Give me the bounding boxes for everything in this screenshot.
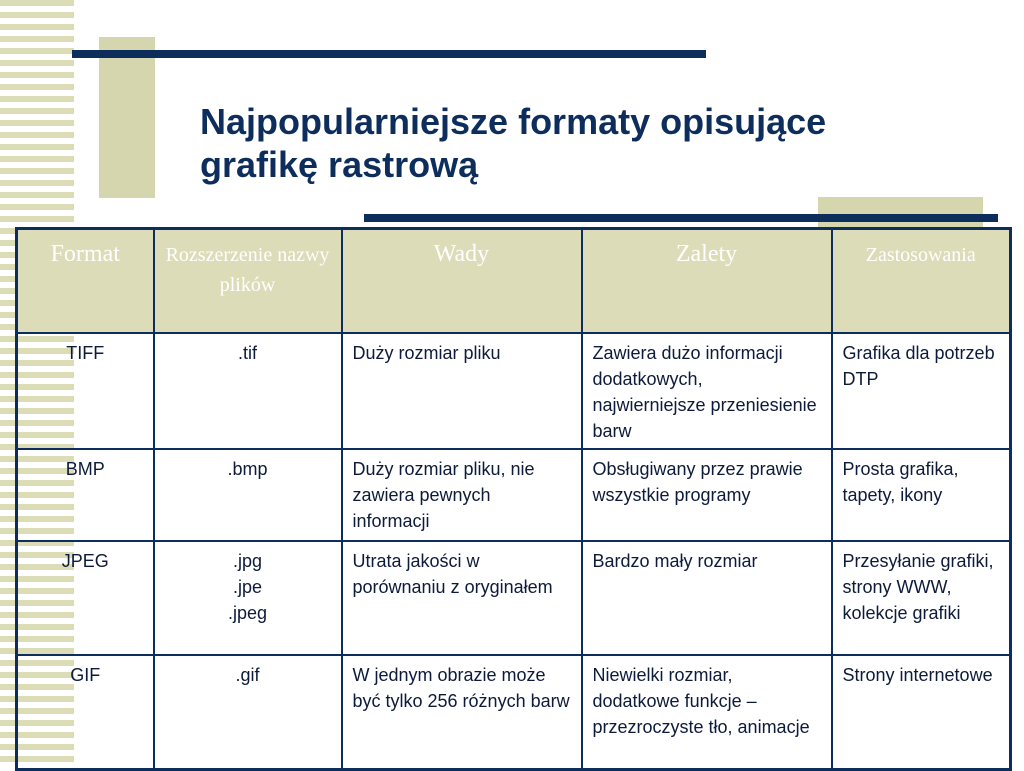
cell-extension [154, 333, 342, 449]
cell-advantages: Zawiera dużo informacji dodatkowych, najwierniejsze przeniesienie barw [582, 333, 832, 449]
table-row [17, 333, 1011, 449]
cell-format: TIFF [17, 333, 154, 449]
cell-disadvantages: Utrata jakości w porównaniu z oryginałem [342, 541, 582, 655]
header-format: Format [17, 229, 154, 333]
header-applications: Zastosowania [832, 229, 1011, 333]
extension-value: .tif [237, 342, 257, 363]
cell-advantages: Obsługiwany przez prawie wszystkie programy [582, 449, 832, 541]
header-disadvantages: Wady [342, 229, 582, 333]
extension-value: .bmp [227, 458, 268, 479]
cell-format: BMP [17, 449, 154, 541]
cell-format: JPEG [17, 541, 154, 655]
cell-format: GIF [17, 655, 154, 770]
extension-value: .jpg [232, 550, 263, 571]
extension-value: .gif [235, 664, 260, 685]
navy-rule-top [72, 50, 706, 58]
table-row [17, 541, 1011, 655]
cell-extension [154, 449, 342, 541]
cell-disadvantages: Duży rozmiar pliku, nie zawiera pewnych informacji [342, 449, 582, 541]
table-header-row [17, 229, 1011, 333]
header-advantages: Zalety [582, 229, 832, 333]
slide-title-line-1: Najpopularniejsze formaty opisujące [200, 101, 827, 142]
extension-value: .jpe [232, 576, 263, 597]
slide-title-line-2: grafikę rastrową [200, 144, 479, 185]
cell-advantages: Niewielki rozmiar, dodatkowe funkcje – przezroczyste tło, animacje [582, 655, 832, 770]
table-row [17, 449, 1011, 541]
formats-table [15, 227, 1012, 771]
slide-title [200, 100, 980, 186]
cell-disadvantages: Duży rozmiar pliku [342, 333, 582, 449]
table-row [17, 655, 1011, 770]
beige-accent-block-top [99, 37, 155, 198]
cell-disadvantages: W jednym obrazie może być tylko 256 różnych barw [342, 655, 582, 770]
navy-rule-bottom [364, 214, 998, 222]
cell-applications: Przesyłanie grafiki, strony WWW, kolekcje grafiki [832, 541, 1011, 655]
cell-advantages: Bardzo mały rozmiar [582, 541, 832, 655]
header-extension: Rozszerzenie nazwy plików [154, 229, 342, 333]
cell-applications: Prosta grafika, tapety, ikony [832, 449, 1011, 541]
cell-extension [154, 541, 342, 655]
cell-applications: Strony internetowe [832, 655, 1011, 770]
cell-extension [154, 655, 342, 770]
extension-value: .jpeg [227, 602, 268, 623]
cell-applications: Grafika dla potrzeb DTP [832, 333, 1011, 449]
